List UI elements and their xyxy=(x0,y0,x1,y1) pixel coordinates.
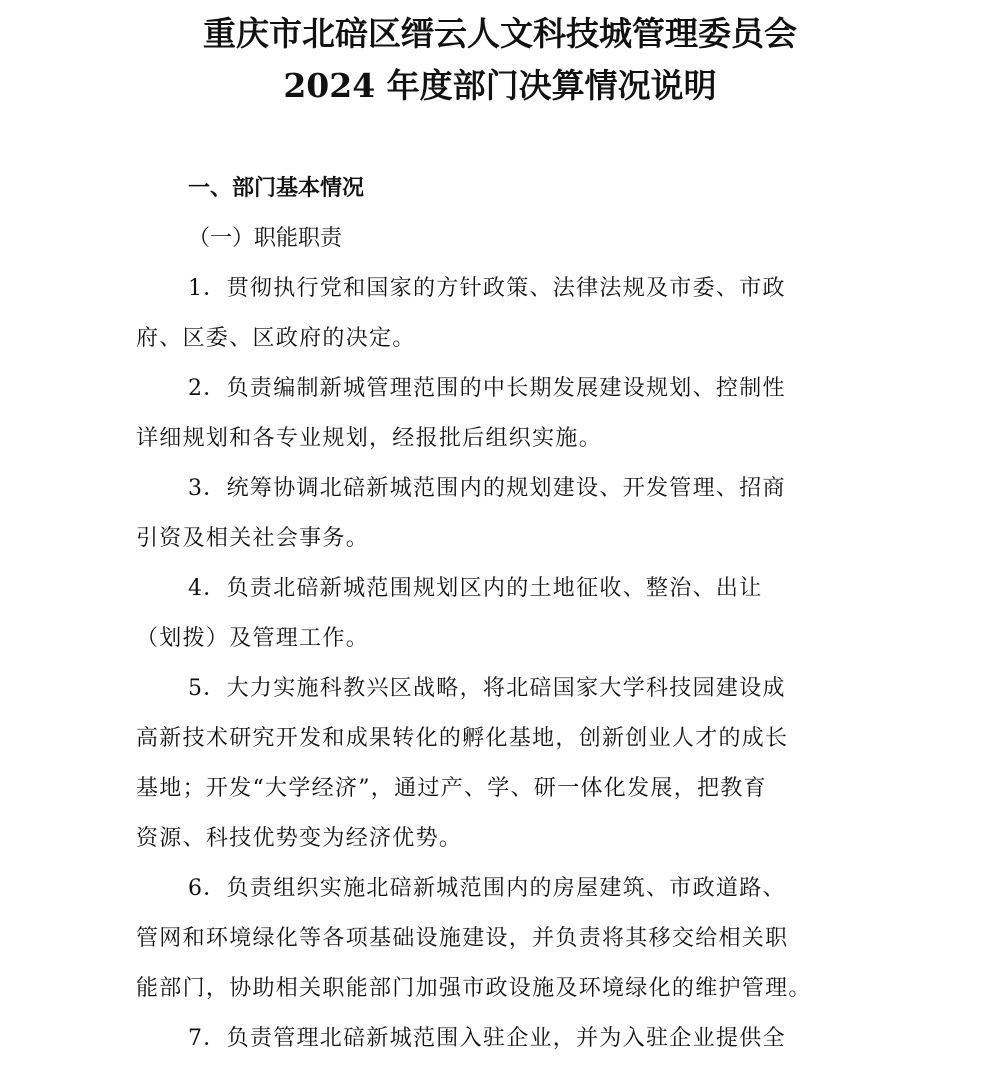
title-line-2: 2024 年度部门决算情况说明 xyxy=(283,66,717,105)
paragraph-line: 管网和环境绿化等各项基础设施建设，并负责将其移交给相关职 xyxy=(136,926,789,951)
paragraph-line: 4．负责北碚新城范围规划区内的土地征收、整治、出让 xyxy=(188,576,763,601)
duty-item-1 xyxy=(136,264,878,364)
subsection-heading: （一）职能职责 xyxy=(188,226,343,251)
document-body xyxy=(136,164,878,1064)
paragraph-line: 5．大力实施科教兴区战略，将北碚国家大学科技园建设成 xyxy=(188,676,786,701)
paragraph-line: 2．负责编制新城管理范围的中长期发展建设规划、控制性 xyxy=(188,376,786,401)
title-line-1: 重庆市北碚区缙云人文科技城管理委员会 xyxy=(203,14,797,53)
duty-item-7 xyxy=(136,1014,878,1064)
paragraph-line: （划拨）及管理工作。 xyxy=(136,626,370,651)
paragraph-line: 能部门，协助相关职能部门加强市政设施及环境绿化的维护管理。 xyxy=(136,976,812,1001)
duty-item-3 xyxy=(136,464,878,564)
paragraph-line: 3．统筹协调北碚新城范围内的规划建设、开发管理、招商 xyxy=(188,476,786,501)
paragraph-line: 详细规划和各专业规划，经报批后组织实施。 xyxy=(136,426,603,451)
section-heading: 一、部门基本情况 xyxy=(188,176,365,201)
paragraph-line: 资源、科技优势变为经济优势。 xyxy=(136,826,463,851)
duty-item-2 xyxy=(136,364,878,464)
paragraph-line: 引资及相关社会事务。 xyxy=(136,526,370,551)
paragraph-line: 1．贯彻执行党和国家的方针政策、法律法规及市委、市政 xyxy=(188,276,786,301)
paragraph-line: 府、区委、区政府的决定。 xyxy=(136,326,416,351)
duty-item-6 xyxy=(136,864,878,1014)
document-title xyxy=(0,8,1000,112)
paragraph-line: 6．负责组织实施北碚新城范围内的房屋建筑、市政道路、 xyxy=(188,876,786,901)
paragraph-line: 7．负责管理北碚新城范围入驻企业，并为入驻企业提供全 xyxy=(188,1026,786,1051)
duty-item-4 xyxy=(136,564,878,664)
paragraph-line: 基地；开发“大学经济”，通过产、学、研一体化发展，把教育 xyxy=(136,776,767,801)
duty-item-5 xyxy=(136,664,878,864)
paragraph-line: 高新技术研究开发和成果转化的孵化基地，创新创业人才的成长 xyxy=(136,726,789,751)
